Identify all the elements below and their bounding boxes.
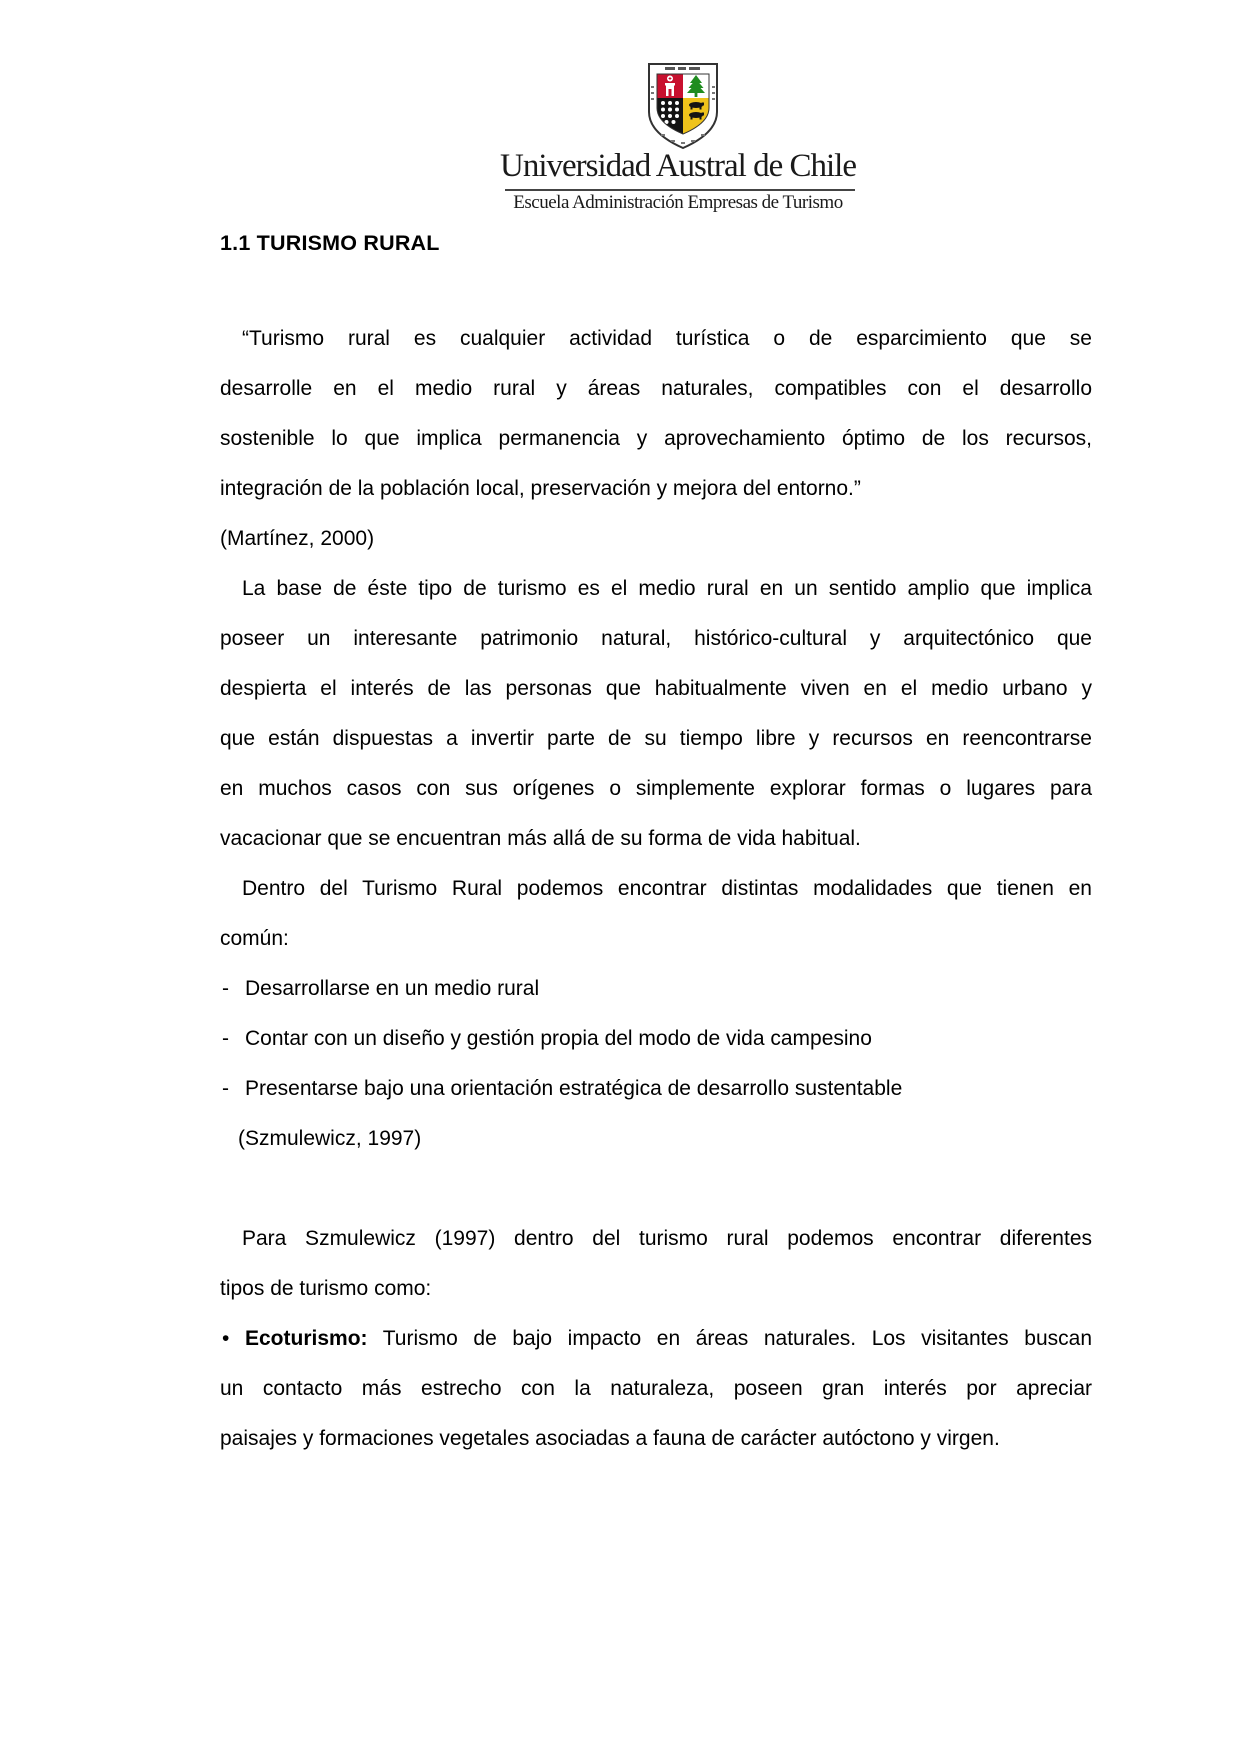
body-line: común: [220, 927, 289, 950]
body-line: desarrolle en el medio rural y áreas naturales, compatibles con el desarrollo [220, 377, 1092, 400]
body-blank-line [220, 1164, 1092, 1214]
body-line: (Martínez, 2000) [220, 527, 375, 550]
dash-marker: - [222, 1077, 229, 1100]
body-line: paisajes y formaciones vegetales asociadas a fauna de carácter autóctono y virgen. [220, 1427, 1000, 1450]
body-line: Dentro del Turismo Rural podemos encontrar distintas modalidades que tienen en [242, 877, 1092, 900]
body-text [220, 314, 1092, 1464]
body-line: Para Szmulewicz (1997) dentro del turismo rural podemos encontrar diferentes [242, 1227, 1092, 1250]
body-line: un contacto más estrecho con la naturaleza, poseen gran interés por apreciar [220, 1377, 1092, 1400]
letterhead-rule [505, 189, 855, 191]
university-crest-icon [645, 62, 721, 150]
body-line: - Desarrollarse en un medio rural [220, 964, 1092, 1014]
school-name: Escuela Administración Empresas de Turismo [513, 192, 843, 213]
body-line: La base de éste tipo de turismo es el medio rural en un sentido amplio que implica [242, 577, 1092, 600]
university-name: Universidad Austral de Chile [499, 148, 856, 184]
body-line: - Contar con un diseño y gestión propia del modo de vida campesino [220, 1014, 1092, 1064]
dash-marker: - [222, 977, 229, 1000]
bullet-marker: • [222, 1327, 230, 1350]
body-line: • Ecoturismo: Turismo de bajo impacto en áreas naturales. Los visitantes buscan [220, 1314, 1092, 1364]
body-line: “Turismo rural es cualquier actividad turística o de esparcimiento que se [242, 327, 1092, 350]
bold-term: Ecoturismo: [245, 1327, 368, 1350]
body-line: tipos de turismo como: [220, 1277, 432, 1300]
body-line: sostenible lo que implica permanencia y aprovechamiento óptimo de los recursos, [220, 427, 1092, 450]
body-line: poseer un interesante patrimonio natural, histórico-cultural y arquitectónico que [220, 627, 1092, 650]
body-line: vacacionar que se encuentran más allá de su forma de vida habitual. [220, 827, 861, 850]
body-line: en muchos casos con sus orígenes o simplemente explorar formas o lugares para [220, 777, 1092, 800]
dash-marker: - [222, 1027, 229, 1050]
section-heading: 1.1 TURISMO RURAL [220, 231, 440, 255]
body-line: (Szmulewicz, 1997) [238, 1127, 422, 1150]
body-line: - Presentarse bajo una orientación estratégica de desarrollo sustentable [220, 1064, 1092, 1114]
body-line: despierta el interés de las personas que habitualmente viven en el medio urbano y [220, 677, 1092, 700]
body-line: integración de la población local, preservación y mejora del entorno.” [220, 477, 861, 500]
body-line: que están dispuestas a invertir parte de su tiempo libre y recursos en reencontrarse [220, 727, 1092, 750]
